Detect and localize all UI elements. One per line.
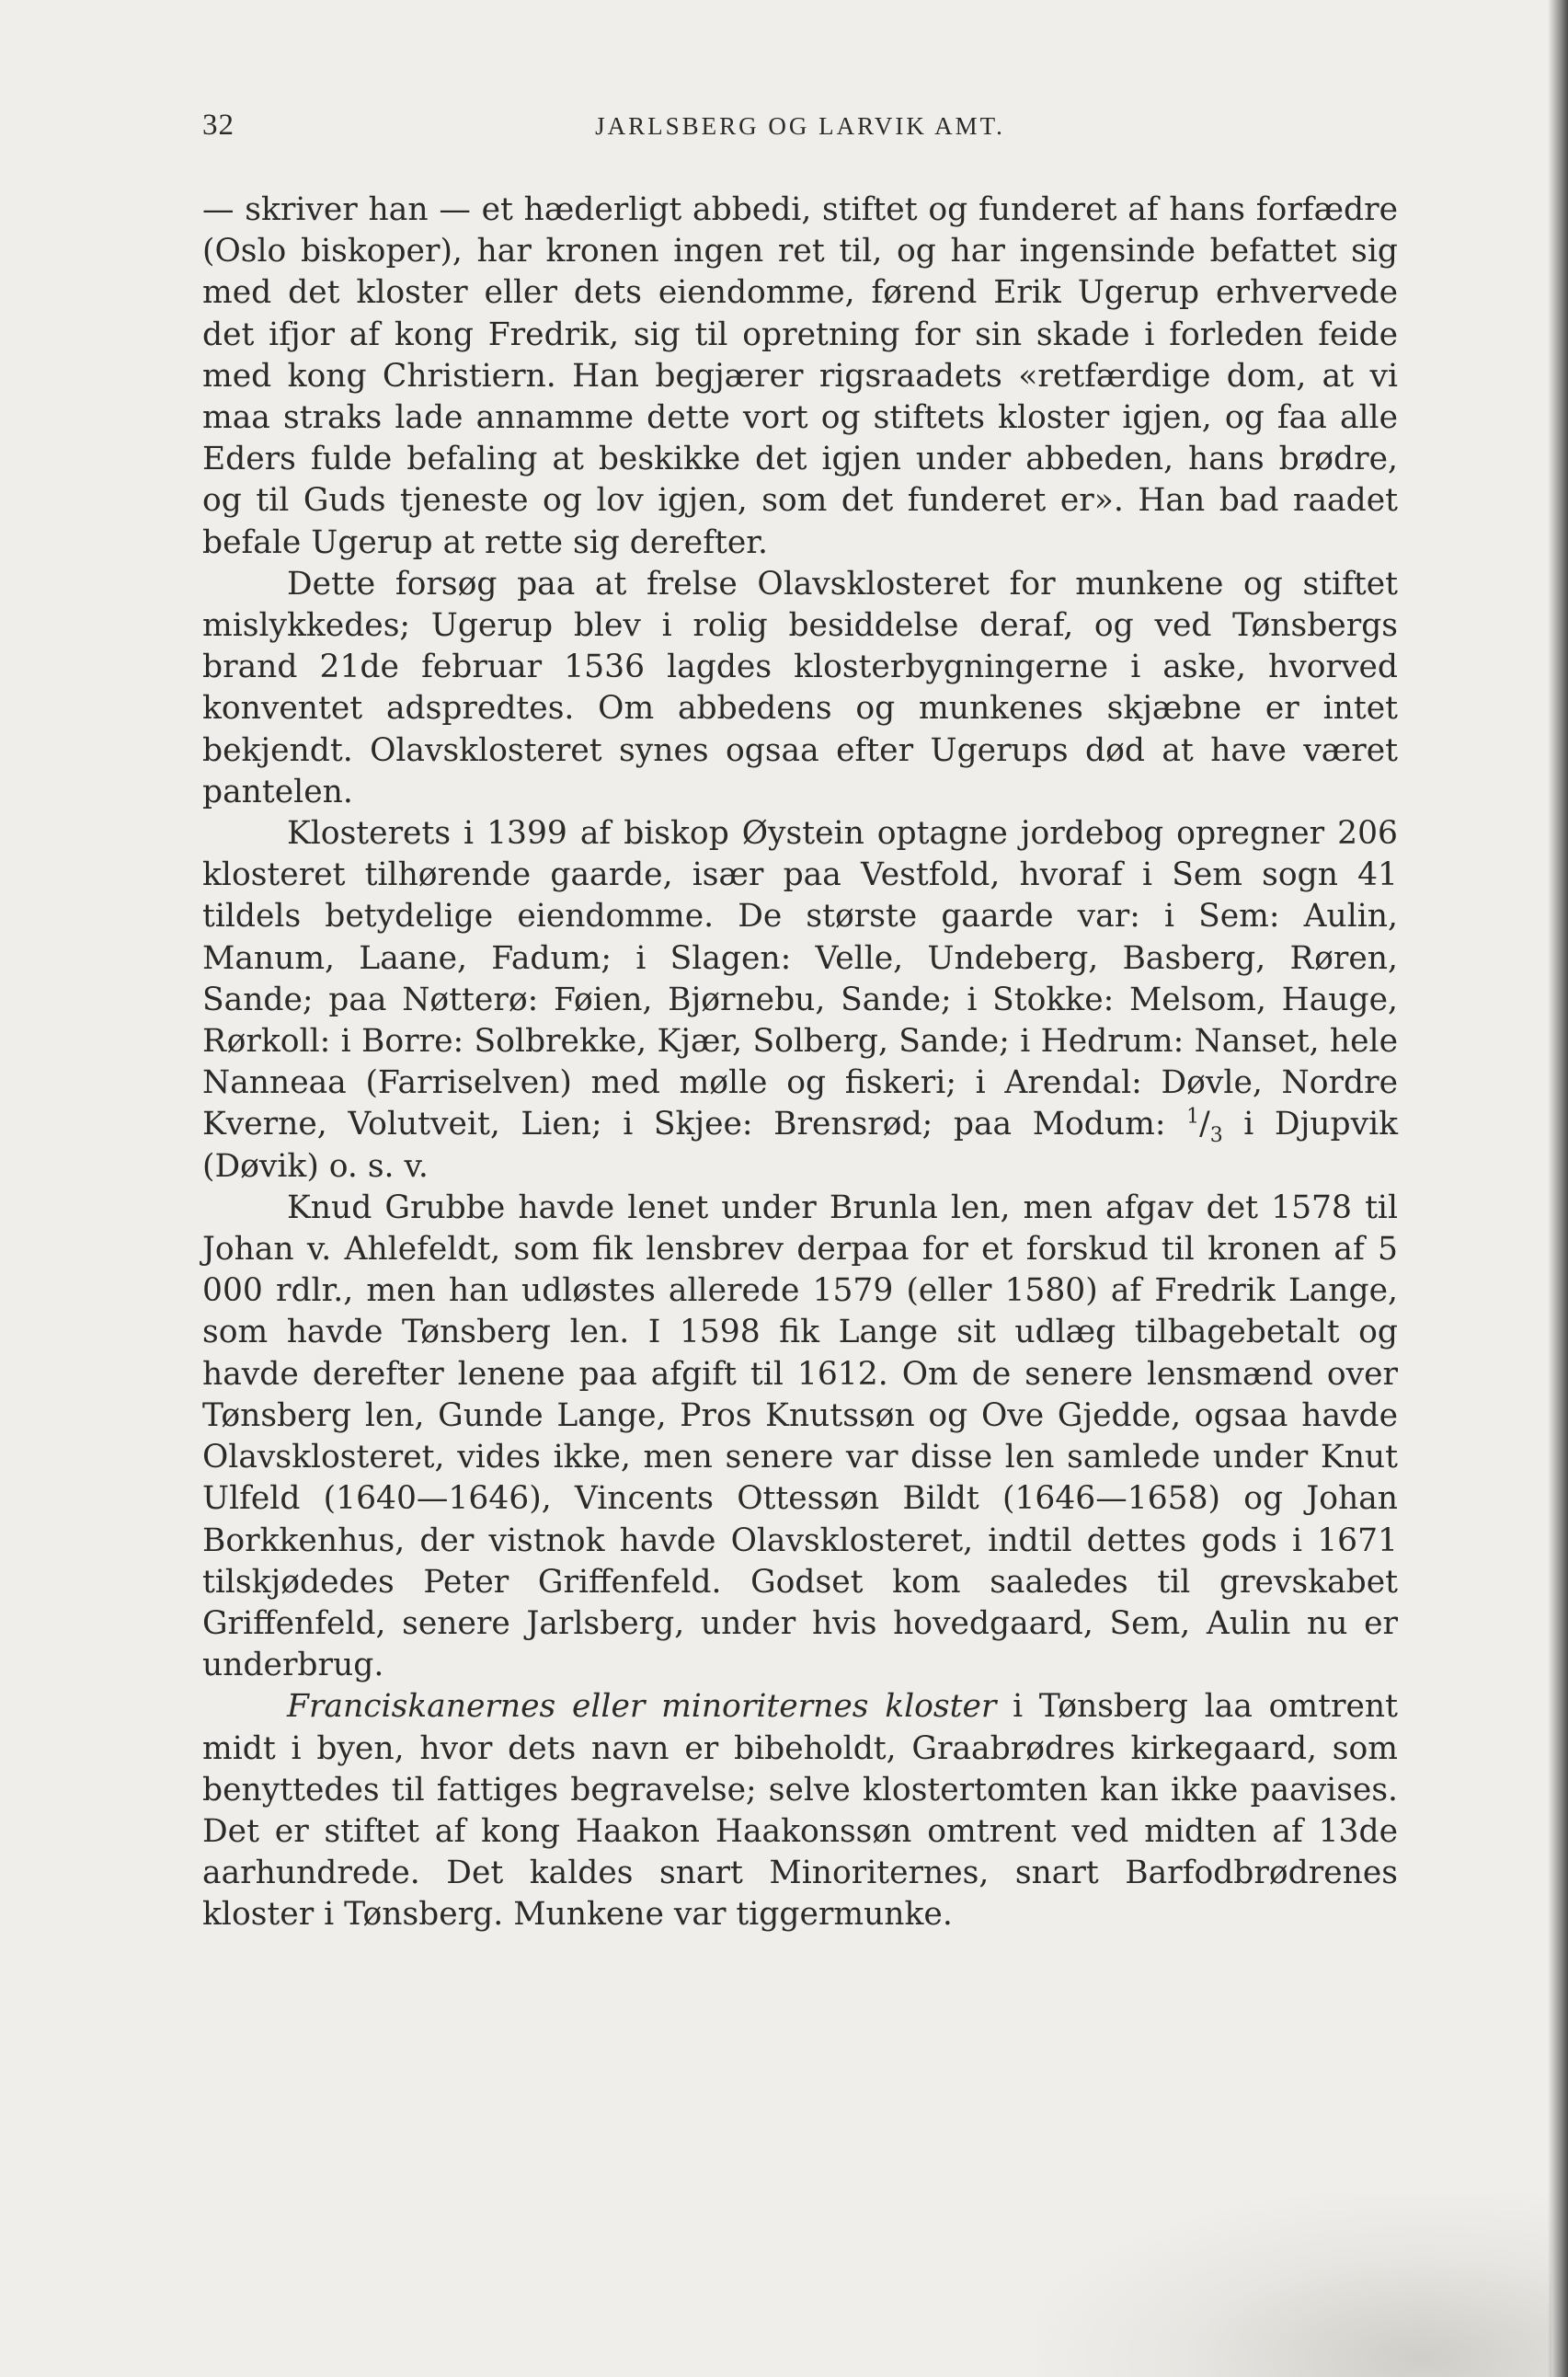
page-smudge: [1036, 2193, 1551, 2377]
italic-heading: Franciskanernes eller minoriternes kloster: [287, 1688, 997, 1726]
body-text: [202, 189, 1398, 1936]
fraction-denominator: 3: [1209, 1124, 1223, 1148]
paragraph-3-text-a: Klosterets i 1399 af biskop Øystein optagne jordebog opregner 206 klosteret tilhørende gaarde, især paa Vestfold, hvoraf i Sem sogn 41 tildels betydelige eiendomme. De største gaarde var: i Sem: Aulin, Manum, Laane, Fadum; i Slagen: Velle, Undeberg, Basberg, Røren, Sande; paa Nøtterø: Føien, Bjørnebu, Sande; i Stokke: Melsom, Hauge, Rørkoll: i Borre: Solbrekke, Kjær, Solberg, Sande; i Hedrum: Nanset, hele Nanneaa (Farriselven) med mølle og fiskeri; i Arendal: Døvle, Nordre Kverne, Volutveit, Lien; i Skjee: Brensrød; paa Modum:: [202, 815, 1398, 1143]
paragraph-5: [202, 1686, 1398, 1935]
paragraph-5-text: i Tønsberg laa omtrent midt i byen, hvor dets navn er bibeholdt, Graabrødres kirkegaard, som benyttedes til fattiges begravelse; selve klostertomten kan ikke paavises. Det er stiftet af kong Haakon Haakonssøn omtrent ved midten af 13de aarhundrede. Det kaldes snart Minoriternes, snart Barfodbrødrenes kloster i Tønsberg. Munkene var tiggermunke.: [202, 1688, 1398, 1934]
page-number: 32: [202, 109, 235, 142]
paragraph-1: — skriver han — et hæderligt abbedi, stiftet og funderet af hans forfædre (Oslo biskoper), har kronen ingen ret til, og har ingensinde befattet sig med det kloster eller dets eiendomme, førend Erik Ugerup erhvervede det ifjor af kong Fredrik, sig til opretning for sin skade i forleden feide med kong Christiern. Han begjærer rigsraadets «retfærdige dom, at vi maa straks lade annamme dette vort og stiftets kloster igjen, og faa alle Eders fulde befaling at beskikke det igjen under abbeden, hans brødre, og til Guds tjeneste og lov igjen, som det funderet er». Han bad raadet befale Ugerup at rette sig derefter.: [202, 191, 1398, 561]
running-head: JARLSBERG OG LARVIK AMT.: [595, 112, 1005, 140]
page-header: [202, 109, 1398, 155]
paragraph-3-text-b: i Djupvik (Døvik) o. s. v.: [202, 1106, 1399, 1185]
paragraph-3: Klosterets i 1399 af biskop Øystein optagne jordebog opregner 206 klosteret tilhørende gaarde, især paa Vestfold, hvoraf i Sem sogn 41 tildels betydelige eiendomme. De største gaarde var: i Sem: Aulin, Manum, Laane, Fadum; i Slagen: Velle, Undeberg, Basberg, Røren, Sande; paa Nøtterø: Føien, Bjørnebu, Sande; i Stokke: Melsom, Hauge, Rørkoll: i Borre: Solbrekke, Kjær, Solberg, Sande; i Hedrum: Nanset, hele Nanneaa (Farriselven) med mølle og fiskeri; i Arendal: Døvle, Nordre Kverne, Volutveit, Lien; i Skjee: Brensrød; paa Modum: $^1/_3$ i Djupvik (Døvik) o. s. v.: [202, 815, 1399, 1185]
paragraph-2: Dette forsøg paa at frelse Olavsklosteret for munkene og stiftet mislykkedes; Ugerup blev i rolig besiddelse deraf, og ved Tønsbergs brand 21de februar 1536 lagdes klosterbygningerne i aske, hvorved konventet adspredtes. Om abbedens og munkenes skjæbne er intet bekjendt. Olavsklosteret synes ogsaa efter Ugerups død at have været pantelen.: [202, 565, 1398, 810]
paragraph-4: Knud Grubbe havde lenet under Brunla len, men afgav det 1578 til Johan v. Ahlefeldt, som fik lensbrev derpaa for et forskud til kronen af 5 000 rdlr., men han udløstes allerede 1579 (eller 1580) af Fredrik Lange, som havde Tønsberg len. I 1598 fik Lange sit udlæg tilbagebetalt og havde derefter lenene paa afgift til 1612. Om de senere lensmænd over Tønsberg len, Gunde Lange, Pros Knutssøn og Ove Gjedde, ogsaa havde Olavsklosteret, vides ikke, men senere var disse len samlede under Knut Ulfeld (1640—1646), Vincents Ottessøn Bildt (1646—1658) og Johan Borkkenhus, der vistnok havde Olavsklosteret, indtil dettes gods i 1671 tilskjødedes Peter Griffenfeld. Godset kom saaledes til grevskabet Griffenfeld, senere Jarlsberg, under hvis hovedgaard, Sem, Aulin nu er underbrug.: [202, 1188, 1398, 1684]
fraction-numerator: 1: [1186, 1105, 1200, 1129]
page-edge-shadow: [1548, 0, 1568, 2377]
